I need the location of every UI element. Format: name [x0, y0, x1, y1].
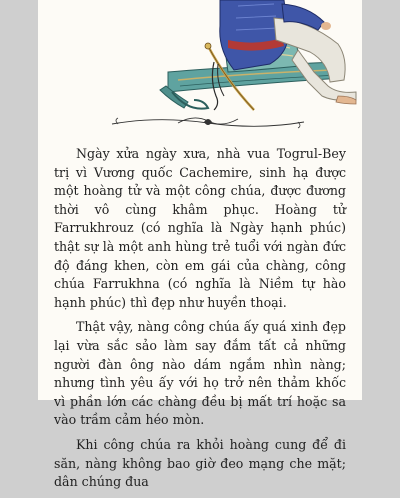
paragraph-3: Khi công chúa ra khỏi hoàng cung để đi săn, nàng không bao giờ đeo mạng che mặt; dân chúng đua [54, 436, 346, 490]
prince-illustration [38, 0, 362, 118]
paragraph-1: Ngày xửa ngày xưa, nhà vua Togrul-Bey trị vì Vương quốc Cachemire, sinh hạ được một hoàng tử và một công chúa, được đương thời vô cùng khâm phục. Hoàng tử Farrukhrouz (có nghĩa là Ngày hạnh phúc) thật sự là một anh hùng trẻ tuổi với ngàn đức độ đáng khen, còn em gái của chàng, công chúa Farrukhna (có nghĩa là Niềm tự hào hạnh phúc) thì đẹp như huyền thoại. [54, 146, 346, 310]
paragraph-2: Thật vậy, nàng công chúa ấy quá xinh đẹp lại vừa sắc sảo làm say đắm tất cả những người đàn ông nào dám ngắm nhìn nàng; nhưng tình yêu ấy với họ trở nên thảm khốc vì phần lớn các chàng đều bị mất trí hoặc sa vào trầm cảm héo mòn. [54, 319, 346, 428]
story-text [54, 145, 346, 498]
book-page [38, 0, 362, 490]
ornamental-divider [108, 112, 308, 134]
